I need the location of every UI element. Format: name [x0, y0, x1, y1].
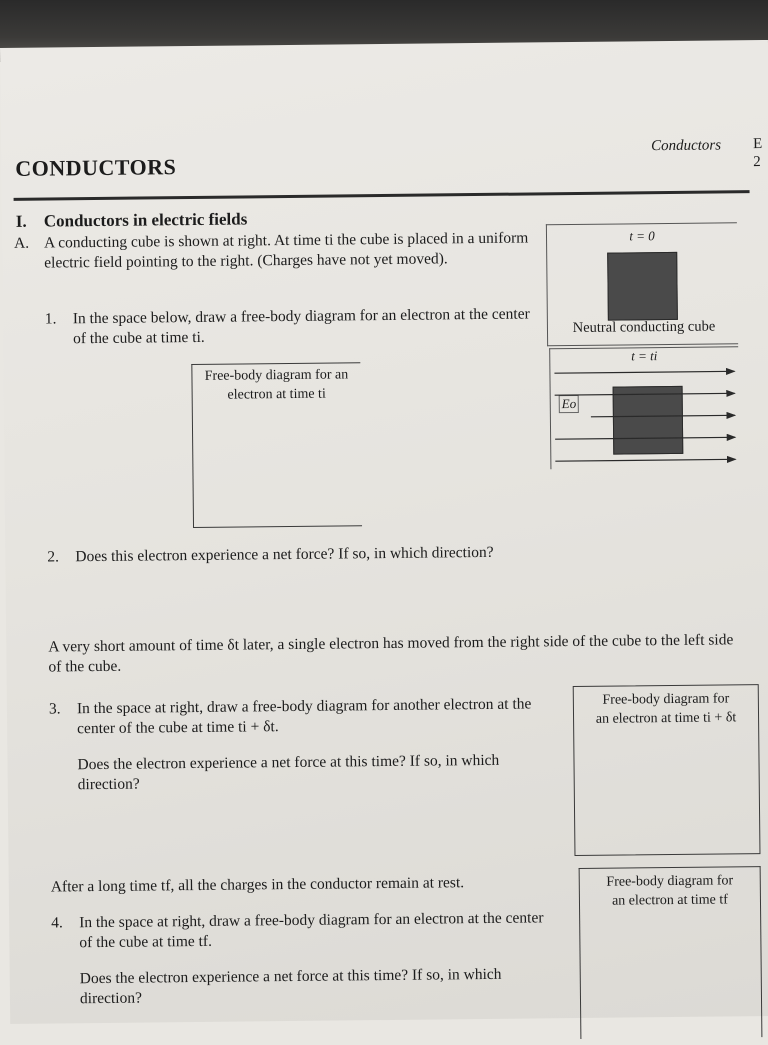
- transition-text-1: A very short amount of time δt later, a single electron has moved from the right side of the cube to the left side of the cube.: [48, 631, 734, 676]
- q1-number: 1.: [44, 310, 57, 328]
- q1-text: In the space below, draw a free-body diagram for an electron at the center of the cube at time ti.: [72, 305, 530, 348]
- fbd-box-3[interactable]: [573, 684, 761, 856]
- fbd4-label-line2: an electron at time tf: [611, 892, 728, 909]
- part-a-label: A.: [13, 234, 30, 252]
- field-label: Eo: [559, 395, 580, 413]
- fbd4-label-line1: Free-body diagram for: [606, 873, 734, 890]
- q3-text: In the space at right, draw a free-body diagram for another electron at the center of the cube at time ti + δt.: [76, 695, 532, 738]
- page-title: CONDUCTORS: [15, 154, 177, 181]
- fbd-box-4[interactable]: [579, 866, 763, 1039]
- page-edge-text: [753, 135, 763, 171]
- field-line-1: [554, 371, 734, 373]
- figure-neutral-cube: [546, 222, 738, 346]
- field-line-2: [555, 393, 735, 395]
- figure1-time-label: t = 0: [629, 228, 655, 244]
- part-a-text: A conducting cube is shown at right. At time ti the cube is placed in a uniform electric field pointing to the right. (Charges have not yet moved).: [43, 229, 529, 272]
- fbd1-label: Free-body diagram for an electron at time ti: [204, 367, 349, 403]
- header-rule: [14, 190, 750, 201]
- q4-followup: Does the electron experience a net force at this time? If so, in which direction?: [79, 965, 502, 1008]
- field-line-4: [555, 437, 735, 439]
- neutral-cube: [607, 252, 678, 321]
- field-line-3: [591, 415, 735, 417]
- q4-number: 4.: [51, 914, 63, 932]
- fbd-box-1[interactable]: [191, 362, 362, 528]
- edge-text-2: 2: [753, 154, 761, 171]
- q3-number: 3.: [48, 700, 61, 718]
- worksheet-page: [0, 40, 768, 1024]
- q4-text: In the space at right, draw a free-body diagram for an electron at the center of the cube at time tf.: [79, 909, 544, 952]
- section-number: I.: [15, 211, 27, 231]
- fbd3-label-line1: Free-body diagram for: [602, 691, 730, 708]
- q3-followup: Does the electron experience a net force at this time? If so, in which direction?: [77, 751, 500, 794]
- fbd3-label-line2: an electron at time ti + δt: [595, 710, 737, 727]
- q2-number: 2.: [47, 548, 60, 566]
- running-head: Conductors: [650, 137, 722, 155]
- q2-text: Does this electron experience a net force? If so, in which direction?: [75, 543, 494, 566]
- transition-text-2: After a long time tf, all the charges in the conductor remain at rest.: [50, 874, 465, 896]
- section-heading: [16, 209, 248, 231]
- figure2-time-label: t = ti: [631, 348, 658, 364]
- edge-text-1: E: [752, 136, 763, 153]
- section-title: Conductors in electric fields: [43, 209, 248, 231]
- figure-cube-in-field: [549, 346, 739, 469]
- field-line-5: [555, 459, 735, 461]
- field-lines: [550, 347, 739, 469]
- figure1-caption: Neutral conducting cube: [572, 318, 716, 337]
